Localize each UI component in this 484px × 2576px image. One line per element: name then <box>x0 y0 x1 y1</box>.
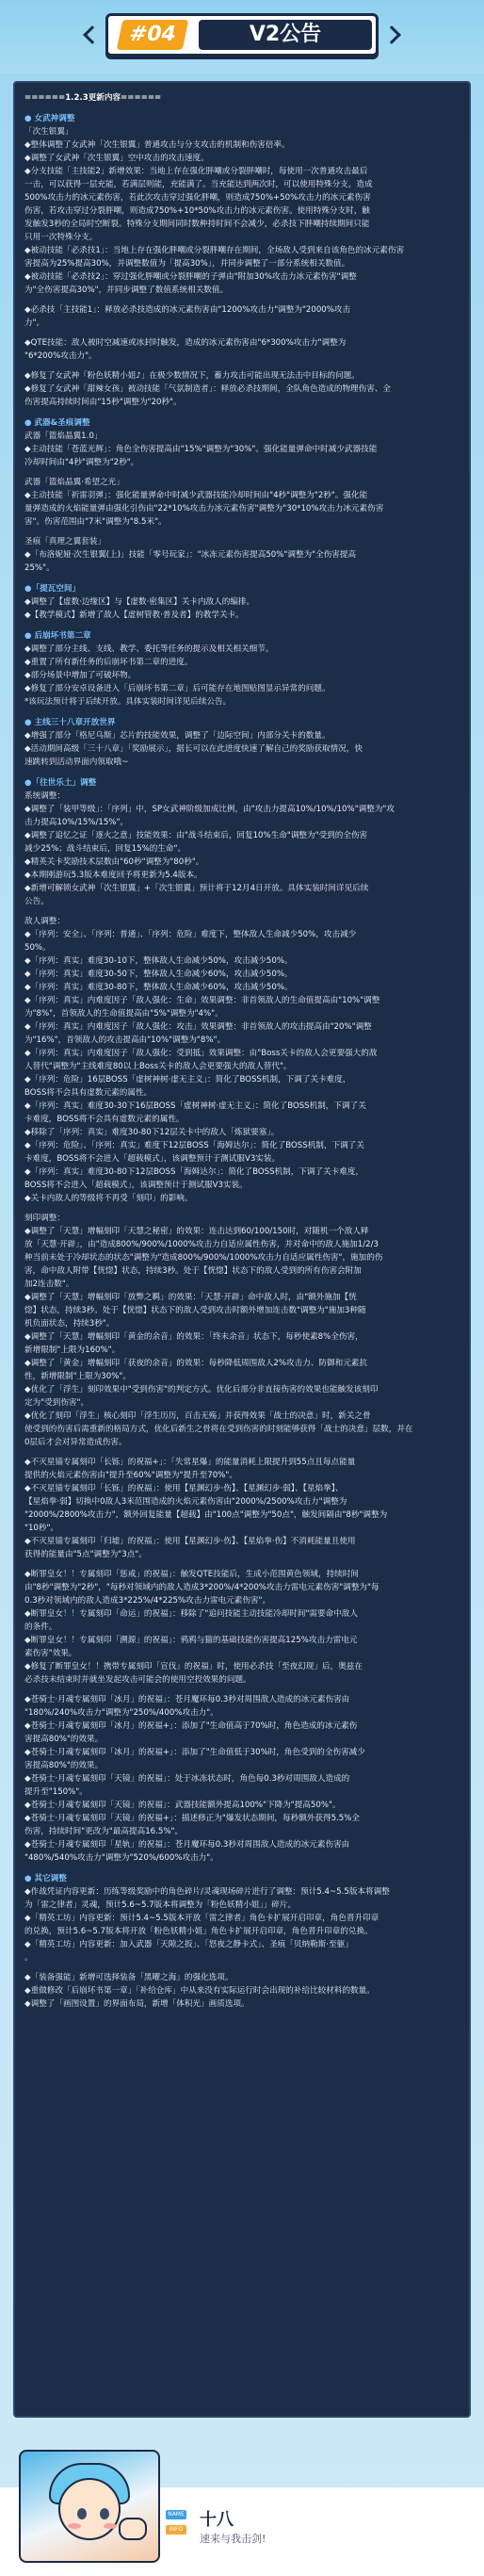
announcement-line: *该玩法预计将于后续开放。具体实装时间详见后续公告。 <box>24 697 232 707</box>
announcement-line: "6*200%攻击力"。 <box>24 351 97 361</box>
avatar-hand <box>119 2518 147 2540</box>
announcement-line: ◆调整了「天慧」增幅刻印「黄金的余音」的效果：「终末余音」状态下，每秒使素8%全伤害， <box>24 1332 363 1342</box>
avatar-blush-left <box>68 2523 81 2529</box>
page-title: V2公告 <box>199 20 372 50</box>
announcement-line: 敌人调整： <box>24 917 65 926</box>
announcement-line: ◆苍骑士·月魂专属刻印「天镜」的祝福」：武器技能额外提高100%"下降为"提高50%"。 <box>24 1801 341 1810</box>
announcement-line: ◆「序列：真实」难度30-50下，整体敌人生命减少60%，攻击减少50%。 <box>24 970 293 979</box>
author-subtitle: 速来与我击剑! <box>200 2533 266 2545</box>
name-badge: NAME <box>166 2510 186 2519</box>
avatar-face <box>58 2478 121 2540</box>
info-badge: INFO <box>166 2525 186 2535</box>
section-title: ●「提瓦空间」 <box>24 584 81 594</box>
announcement-line: 刻印调整： <box>24 1214 65 1223</box>
announcement-line: "480%/540%攻击力"调整为"520%/600%攻击力"。 <box>24 1853 218 1863</box>
announcement-line: 。 <box>24 1953 33 1963</box>
announcement-line: 害"。伤害范围由"7米"调整为"8.5米"。 <box>24 517 167 527</box>
announcement-line: ◆必杀技「主技能1」：释放必杀技造成的冰元素伤害由"1200%攻击力"调整为"2000%攻击 <box>24 305 351 315</box>
announcement-line: ◆不灭星锚专属刻印「长铄」的祝福」：使用【星渊幻步·伤】、【星渊幻步·弱】、【星焰拳】、 <box>24 1484 344 1493</box>
announcement-line: 使受到的伤害后需重新的格局方式，优化后新生之骨将在受到伤害的时刻能够获得「战士的决意」层数，并在 <box>24 1425 413 1434</box>
announcement-line: ◆苍骑士·月魂专属刻印「天镜」的祝福+」：描述修正为"爆发状态期间，每秒额外获得5.5%全 <box>24 1814 360 1823</box>
announcement-line: "2000%/2800%攻击力"，额外回复能量【超载】由"100点"调整为"50点"，触发间隔由"8秒"调整为 <box>24 1510 388 1520</box>
announcement-line: 素伤害"效果。 <box>24 1649 77 1658</box>
announcement-line: 伤害，若攻击穿过分裂胖嘲，则造成750%+10*50%攻击力的冰元素伤害。使用特殊分支时，触 <box>24 206 370 216</box>
announcement-line: ◆部分场景中增加了可破坏物。 <box>24 671 137 680</box>
section-title: ●「往世乐土」调整 <box>24 778 97 788</box>
announcement-line: 新增限制"上限为160%"。 <box>24 1345 121 1355</box>
announcement-line: ◆主动技能「苍蓝光辉」：角色全伤害提高由"15%"调整为"30%"。强化能量弹命中时减少武器技能 <box>24 445 378 454</box>
announcement-line: 0层后才会对异常造成伤害。 <box>24 1438 127 1447</box>
announcement-line: ◆修复了断罪皇女！！携带专属刻印「宣伐」的祝福」时，使用必杀技「至夜幻现」后，奥兹在 <box>24 1662 363 1671</box>
announcement-line: 公告。 <box>24 897 49 906</box>
announcement-line: ◆「序列：真实」难度30-80下，整体敌人生命减少60%，攻击减少50%。 <box>24 983 293 992</box>
avatar-eye-left <box>77 2508 87 2519</box>
announcement-line: 「次生银翼」 <box>24 127 73 137</box>
announcement-line: 力"。 <box>24 318 45 328</box>
announcement-line: ◆修复了女武神「甜辣女孩」被动技能「气氛制造者」：释放必杀技期间，全队角色造成的物理伤害、全 <box>24 384 392 394</box>
announcement-line: ◆「装备强能」新增可选择装备「黑曜之海」的强化选项。 <box>24 1973 234 1982</box>
announcement-line: 为"8%"，首领敌人的生命值提高由"5%"调整为"4%"。 <box>24 1009 223 1019</box>
announcement-line: 量弹造成的火焰能量弹由强化引伤由"22*10%攻击力冰元素伤害"调整为"30*10%攻击力冰元素伤害 <box>24 504 384 514</box>
author-avatar <box>19 2450 160 2563</box>
announcement-line: ◆「布洛妮娅·次生银翼(上)」技能「零号玩家」："冰冻元素伤害提高50%"调整为"全伤害提高 <box>24 550 357 560</box>
announcement-line: 放「天慧·开辟」，由"造成800%/900%/1000%攻击力自适应属性伤害，并对命中的敌人施加1/2/3 <box>24 1240 379 1249</box>
announcement-line: ◆QTE技能：敌人被时空减速或冰封时触发，造成的冰元素伤害由"6*300%攻击力"调整为 <box>24 338 347 348</box>
title-banner <box>105 13 379 57</box>
announcement-line: 为「雷之律者」灵魂，预计5.6~5.7版本将调整为「粉色妖精小姐」」碎片。 <box>24 1900 297 1910</box>
announcement-line: 伤害，持续时间"更改为"最高提高16.5%"。 <box>24 1827 184 1836</box>
announcement-line: ◆主动技能「祈雷羽弹」：强化能量弹命中时减少武器技能冷却时间由"4秒"调整为"2秒"。强化能 <box>24 491 368 500</box>
section-title: ● 主线三十八章开放世界 <box>24 718 116 727</box>
announcement-line: 的兑换，预计5.6~5.7版本将开放「粉色妖精小姐」角色卡扩展开启印章，角色晋升印章的兑换。 <box>24 1927 373 1936</box>
announcement-line: 定为"受到伤害"。 <box>24 1398 89 1408</box>
announcement-line: ◆重做修改「后崩坏书第一章」「补给仓库」中从来没有实际运行时会出现的补给比较材料的数量。 <box>24 1986 375 1996</box>
announcement-line: 一击，可以获得一层充能，若满层则能，充能满了。当充能达到两次时，可以使用特殊分支，造成 <box>24 180 373 189</box>
announcement-line: ◆「序列：安全」、「序列：普通」、「序列：危险」难度下，整体敌人生命减少50%，攻击减少 <box>24 930 357 939</box>
announcement-line: ◆调整了「天慧」增幅刻印「天慧之秘密」的效果：连击达到60/100/150时，对随机一个敌人释 <box>24 1227 369 1236</box>
announcement-line: ◆「序列：危险」16层BOSS「虚树神树·虚无主义」：简化了BOSS机制，下调了关卡难度， <box>24 1075 351 1084</box>
announcement-line: ◆断罪皇女！！专属刻印「命运」的祝福」：移除了"追问技能主动技能冷却时间"需要命中敌人 <box>24 1609 358 1619</box>
announcement-line: 害提高80%"的效果。 <box>24 1735 104 1744</box>
announcement-line: 武器「篮焰晶翼·希望之光」 <box>24 478 124 487</box>
author-name: 十八 <box>200 2510 234 2530</box>
announcement-line: ◆不灭星锚专属刻印「长铄」的祝福+」：「失常星爆」的能量消耗上限提升到55点且每点能量 <box>24 1458 356 1467</box>
announcement-line: ◆苍骑士·月魂专属刻印「冰月」的祝福+」：添加了"生命值低于30%时，角色受到的全伤害减少 <box>24 1748 365 1757</box>
section-title: ======1.2.3更新内容====== <box>24 93 162 103</box>
announcement-line: ◆断罪皇女！！专属刻印「惩戒」的祝福」：触发QTE技能后，生成小范围黄色领域，持续时间 <box>24 1570 359 1579</box>
announcement-line: 【星焰拳·弱】切换中0敌人3米范围造成的火焰元素伤害由"2000%/2500%攻击力"调整为 <box>24 1497 347 1507</box>
announcement-line: ◆调整了「黄金」增幅刻印「获夜的余音」的效果：每秒降低周围敌人2%攻击力、防御和元素抗 <box>24 1359 367 1368</box>
announcement-line: ◆「序列：真实」内难度因子「敌人强化：攻击」效果调整：非首领敌人的攻击提高由"20%"调整 <box>24 1022 372 1032</box>
announcement-line: ◆「序列：真实」难度30-80下12层BOSS「海姆达尔」：简化了BOSS机制，下调了关卡难度， <box>24 1167 364 1177</box>
announcement-line: ◆苍骑士·月魂专属刻印「星轨」的祝福」：苍月魔环每0.3秒对周围敌人造成的冰元素伤害由 <box>24 1840 350 1850</box>
announcement-line: ◆断罪皇女！！专属刻印「溯源」的祝福」：鸦鸦与猫的基础技能伤害提高125%攻击力雷电元 <box>24 1636 358 1645</box>
announcement-line: 害提高80%"的效果。 <box>24 1761 104 1770</box>
announcement-line: 只用一次特殊分支。 <box>24 233 98 242</box>
announcement-line: 害，命中敌人附带【恍惚】状态，持续3秒。处于【恍惚】状态下的敌人受到的所有伤害会附加 <box>24 1266 362 1276</box>
announcement-line: 武器「篮焰晶翼1.0」 <box>24 432 103 441</box>
announcement-line: 伤害提高持续时间由"15秒"调整为"20秒"。 <box>24 398 182 407</box>
announcement-line: 系统调整： <box>24 791 65 801</box>
announcement-line: BOSS将不会进入「超载模式」，该调整预计于测试服V3实装。 <box>24 1181 248 1190</box>
announcement-line: ◆调整了「装甲等级」：「序列」中，SP女武神阶级加成比例，由"攻击力提高10%/10%/10%"调整为"攻 <box>24 805 395 814</box>
announcement-panel[interactable] <box>13 81 471 2418</box>
section-title: ● 后崩坏书第二章 <box>24 631 91 641</box>
announcement-line: "10秒"。 <box>24 1524 59 1533</box>
announcement-line: BOSS将不会具有虚数元素的属性。 <box>24 1088 153 1098</box>
announcement-line: 提升至"150%"。 <box>24 1787 88 1797</box>
announcement-line: ◆活动期间高级「三十八章」「奖励展示」，据长可以在此进度快速了解自己的奖励获取情况，快 <box>24 744 363 754</box>
announcement-line: ◆「序列：真实」难度30-30下16层BOSS「虚树神树·虚无主义」：简化了BOSS机制，下调了关 <box>24 1101 366 1111</box>
announcement-line: ◆「精英工坊」内容更新：加入武器「天隙之扳」、「怒夜之静卡式」、圣痕「贝纳勒斯·至躯」 <box>24 1940 353 1949</box>
announcement-line: ◆调整了「天慧」增幅刻印「放弊之羁」的效果：「天慧·开辟」命中敌人时，由"额外施加【恍 <box>24 1293 357 1302</box>
announcement-line: ◆增强了部分「格尼乌斯」芯片的技能效果，调整了「边际空间」内部分关卡的数量。 <box>24 731 331 741</box>
announcement-line: 卡难度，BOSS将不会具有虚数元素的属性。 <box>24 1115 185 1124</box>
announcement-line: ◆「序列：真实」内难度因子「敌人强化：生命」效果调整：非首领敌人的生命值提高由"10%"调整 <box>24 996 380 1005</box>
avatar-eye-right <box>100 2508 109 2519</box>
announcement-line: ◆「序列：危险」、「序列：真实」难度下12层BOSS「海姆达尔」：简化了BOSS机制，下调了关 <box>24 1141 364 1150</box>
announcement-line: ◆优化了刻印「浮生」核心刻印「浮生历历，百击无殇」并获得效果「战士的决意」时，新关之骨 <box>24 1411 371 1421</box>
announcement-line: ◆被动技能「必杀技1」：当地上存在强化胖嘲或分裂胖嘲存在期间，全场敌人受到来自该角色的冰元素伤害 <box>24 246 405 255</box>
announcement-line: 性，新增限制"上限为30%"。 <box>24 1372 131 1381</box>
announcement-line: ◆精英关卡奖励技术层数由"60秒"调整为"80秒"。 <box>24 857 204 867</box>
announcement-line: ◆移除了「序列：真实」难度30-80下12层关卡中的敌人「炼狱要塞」。 <box>24 1128 280 1137</box>
section-title: ● 武器&圣痕调整 <box>24 418 90 428</box>
announcement-line: 必杀技未结束时并就坐发起攻击可能会的使用空投效果的问题。 <box>24 1675 251 1685</box>
announcement-line: ◆作战凭证内容更新：历练等级奖励中的角色碎片/灵魂现场碎片进行了调整：预计5.4~5.5版本将调整 <box>24 1887 390 1897</box>
announcement-line: ◆整体调整了女武神「次生银翼」普通攻击与分支攻击的机制和伤害倍率。 <box>24 140 290 150</box>
announcement-line: 由"8秒"调整为"2秒"，"每秒对领域内的敌人造成3*200%/4*200%攻击力雷电元素伤害"调整为"每 <box>24 1583 379 1592</box>
announcement-line: ◆被动技能「必杀技2」：穿过强化胖嘲或分裂胖嘲的子弹由"附加30%攻击力冰元素伤害"调整 <box>24 272 357 282</box>
announcement-line: ◆「序列：真实」内难度因子「敌人强化：受到抵」效果调整：由"Boss关卡的敌人会更要强大的敌 <box>24 1049 378 1058</box>
section-title: ● 女武神调整 <box>24 114 75 123</box>
announcement-line: 0.3秒对领域内的敌人造成3*225%/4*225%攻击力雷电元素伤害"。 <box>24 1596 271 1606</box>
announcement-line: ◆优化了「浮生」刻印效果中"受到伤害"的判定方式。优化后部分非直接伤害的效果也能触发该刻印 <box>24 1385 379 1394</box>
announcement-line: ◆不灭星锚专属刻印「归墟」的祝福」：使用【星渊幻步·伤】、【星焰拳·伤】不消耗能量且使用 <box>24 1537 356 1546</box>
announcement-line: ◆苍骑士·月魂专属刻印「冰月」的祝福+」：添加了"生命值高于70%时，角色造成的冰元素伤 <box>24 1721 358 1731</box>
issue-number-badge: #04 <box>117 20 189 50</box>
announcement-line: 减少25%；战斗结束后，回复15%的生命"。 <box>24 844 186 854</box>
chevron-right-icon <box>382 25 401 44</box>
announcement-line: 害提高为25%提高30%，并调整数值为「提高30%」，并同步调整了一部分系统相关数值。 <box>24 259 350 269</box>
announcement-line: ◆调整了【虚数·边缘区】与【虚数·密集区】关卡内敌人的编排。 <box>24 597 255 607</box>
section-title: ● 其它调整 <box>24 1874 67 1883</box>
announcement-line: ◆苍骑士·月魂专属刻印「冰月」的祝福」：苍月魔环每0.3秒对周围敌人造成的冰元素伤害由 <box>24 1695 350 1704</box>
announcement-line: 的条件。 <box>24 1622 57 1632</box>
announcement-line: ◆调整了女武神「次生银翼」空中攻击的攻击速度。 <box>24 154 209 163</box>
announcement-line: 圣痕「真理之翼套装」 <box>24 537 105 546</box>
announcement-line: ◆修复了女武神「粉色妖精小姐♪」在极少数情况下，蓄力攻击可能出现无法击中目标的问题。 <box>24 371 360 381</box>
announcement-line: 机负面状态，持续3秒"。 <box>24 1319 115 1329</box>
announcement-line: ◆修复了部分安卓设备进入「后崩坏书第二章」后可能存在地图贴图显示异常的问题。 <box>24 684 331 693</box>
announcement-line: 500%攻击力的冰元素伤害，若此次攻击穿过强化胖嘲，则造成750%+50%攻击力的冰元素伤害 <box>24 193 371 203</box>
announcement-line: ◆新增可解锁女武神「次生银翼」+「次生银翼」预计将于12月4日开放。具体实装时间详见后续 <box>24 884 369 893</box>
announcement-line: ◆【教学模式】新增了敌人【虚树管教·普及者】的教学关卡。 <box>24 611 244 620</box>
announcement-line: 发触发3秒的全局时空断裂。特殊分支期间同时数种持时间不会减少，必杀技下胖嘲持续期间只能 <box>24 220 370 229</box>
announcement-line: 提供的火焰元素伤害由"提升至60%"调整为"提升至70%"。 <box>24 1471 237 1480</box>
announcement-line: ◆「序列：真实」难度30-10下，整体敌人生命减少50%，攻击减少50%。 <box>24 956 293 966</box>
announcement-line: ◆「精英工坊」内容更新：预计5.4~5.5版本开放「雷之律者」角色卡扩展开启印章，角色晋升印章 <box>24 1914 379 1923</box>
announcement-line: ◆本期刚游玩5.3版本难度回予将更新为5.4版本。 <box>24 871 202 880</box>
announcement-line: "180%/240%攻击力"调整为"250%/400%攻击力"。 <box>24 1708 218 1718</box>
announcement-line: 惚】状态，持续3秒。处于【恍惚】状态下的敌人受到攻击时额外增加连击数"调整为"施加3种随 <box>24 1306 366 1315</box>
announcement-line: 为"全伤害提高30%"，并同步调整了数值系统相关数值。 <box>24 285 229 295</box>
announcement-line: ◆调整了「画图设置」的界面布局，新增「体积光」画质选项。 <box>24 1999 250 2009</box>
announcement-line: 速跳转到活动界面内领取哦~ <box>24 758 129 767</box>
announcement-line: 为"16%"，首领敌人的攻击提高由"10%"调整为"8%"。 <box>24 1035 226 1045</box>
announcement-line: 加2连击数"。 <box>24 1280 74 1289</box>
announcement-line: 获得的能量由"5点"调整为"3点"。 <box>24 1550 147 1559</box>
page-header <box>0 0 484 73</box>
announcement-line: ◆调整了追忆之证「逐火之意」技能效果：由"战斗结束后，回复10%生命"调整为"受到的全伤害 <box>24 831 368 840</box>
chevron-left-icon <box>83 25 102 44</box>
announcement-line: 25%"。 <box>24 563 55 573</box>
announcement-line: ◆调整了部分主线、支线、教学、委托等任务的提示及相关相关细节。 <box>24 644 274 654</box>
announcement-line: 冷却时间由"4秒"调整为"2秒"。 <box>24 458 139 467</box>
announcement-line: 种当前未处于冷却状态的状态"调整为"造成800%/900%/1000%攻击力自适应属性伤害"，施加的伤 <box>24 1253 383 1263</box>
announcement-line: 卡难度，BOSS将不会进入「超载模式」，该调整预计于测试服V3实装。 <box>24 1154 281 1164</box>
announcement-line: ◆分支技能「主技能2」新增效果：当地上存在强化胖嘲或分裂胖嘲时，每使用一次普通攻击最后 <box>24 167 368 176</box>
avatar-blush-right <box>104 2523 117 2529</box>
announcement-line: 50%。 <box>24 943 51 953</box>
announcement-line: ◆重置了所有新任务的后崩坏书第二章的进度。 <box>24 658 193 667</box>
announcement-line: ◆苍骑士·月魂专属刻印「天镜」的祝福」：处于冰冻状态时，角色每0.3秒对周围敌人造成的 <box>24 1774 350 1784</box>
announcement-line: 击力提高10%/15%/15%"。 <box>24 818 129 827</box>
announcement-line: ◆关卡内敌人的等级将不再受「刻印」的影响。 <box>24 1194 193 1203</box>
announcement-line: 人替代"调整为"主线难度80以上Boss关卡的敌人会更要强大的敌人替代"。 <box>24 1062 292 1071</box>
